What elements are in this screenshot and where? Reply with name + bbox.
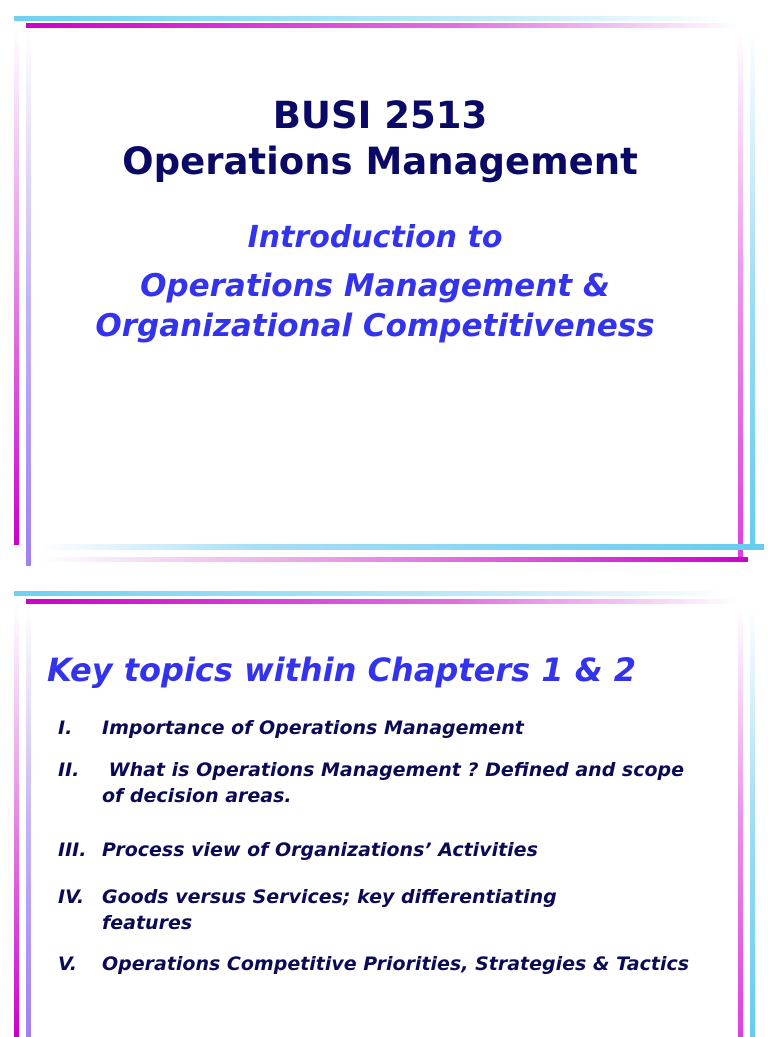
topic-text: Process view of Organizations’ Activities — [102, 839, 538, 861]
list-item — [58, 951, 698, 977]
frame-line-top-cyan — [14, 16, 734, 21]
frame-line-right-cyan — [750, 607, 755, 1037]
slide-key-topics — [0, 585, 768, 1024]
course-code: BUSI 2513 — [272, 94, 488, 137]
course-name: Operations Management — [122, 140, 638, 183]
slide-heading: Key topics within Chapters 1 & 2 — [47, 651, 637, 689]
intro-text: Introduction to — [247, 220, 503, 255]
topic-text: Goods versus Services; key differentiating features — [102, 886, 557, 934]
frame-line-bottom-cyan — [40, 544, 764, 550]
topic-number: III. — [58, 839, 87, 861]
topic-number: V. — [58, 953, 77, 975]
topic-text: Operations Competitive Priorities, Strategies & Tactics — [102, 953, 690, 975]
list-item — [58, 757, 708, 809]
topic-number: II. — [58, 759, 80, 781]
frame-line-right-magenta — [738, 607, 743, 1037]
frame-line-top-magenta — [26, 599, 740, 604]
frame-line-top-cyan — [14, 591, 734, 596]
frame-line-top-magenta — [26, 23, 740, 28]
subtitle-line-1: Operations Management & — [140, 268, 610, 304]
list-item — [58, 715, 708, 741]
list-item — [58, 837, 708, 863]
frame-line-bottom-magenta — [40, 557, 748, 562]
topic-number: I. — [58, 717, 73, 739]
list-item — [58, 884, 648, 936]
topic-text: Importance of Operations Management — [102, 717, 524, 739]
frame-line-left-violet — [26, 607, 31, 1037]
frame-line-left-magenta — [14, 607, 19, 1037]
subtitle-line-2: Organizational Competitiveness — [95, 308, 655, 344]
topic-text: What is Operations Management ? Defined and scope of decision areas. — [102, 759, 691, 807]
topic-number: IV. — [58, 886, 85, 908]
